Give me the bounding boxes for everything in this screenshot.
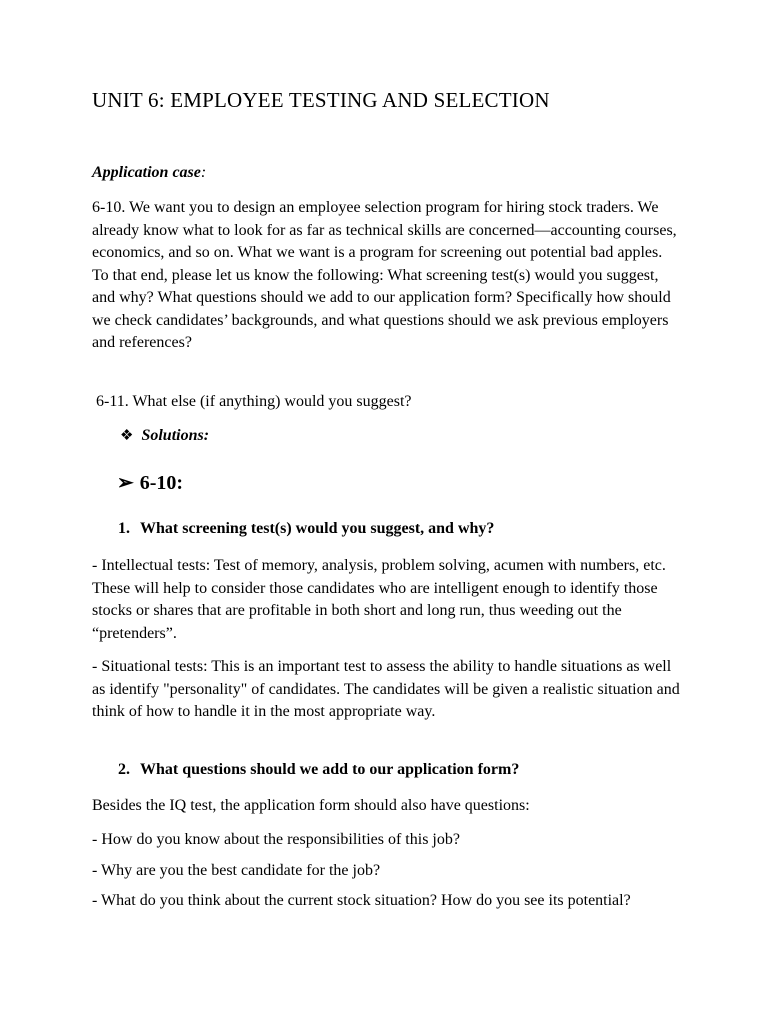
arrow-bullet-icon: ➢: [117, 472, 134, 494]
situational-tests-paragraph: - Situational tests: This is an important test to assess the ability to handle situations as well as identify "personality" of candidates. The candidates will be given a realistic situation and think of how to handle it in the most appropriate way.: [92, 658, 680, 720]
list-item: - What do you think about the current stock situation? How do you see its potential?: [92, 892, 631, 909]
list-item: - Why are you the best candidate for the job?: [92, 861, 381, 879]
question-heading-1: [118, 520, 494, 538]
question-number: 2.: [118, 761, 130, 778]
form-questions-list: [92, 829, 682, 921]
question-number: 1.: [118, 520, 130, 537]
application-case-label: Application case: [92, 164, 201, 181]
list-item: - How do you know about the responsibilities of this job?: [92, 831, 460, 848]
question-6-10-paragraph: 6-10. We want you to design an employee selection program for hiring stock traders. We already know what to look for as far as technical skills are concerned—accounting courses, economics, and so on. What we want is a program for screening out potential bad apples. To that end, please let us know the following: What screening test(s) would you suggest, and why? What questions should we add to our application form? Specifically how should we check candidates’ backgrounds, and what questions should we ask previous employers and references?: [92, 199, 677, 351]
application-case-colon: :: [200, 164, 207, 181]
solutions-label: Solutions:: [141, 427, 210, 444]
application-case-heading: [92, 164, 206, 182]
question-heading-2: [118, 761, 519, 779]
question-text: What screening test(s) would you suggest, and why?: [140, 520, 495, 537]
question-text: What questions should we add to our application form?: [140, 761, 520, 778]
solutions-heading: [120, 426, 209, 445]
intellectual-tests-paragraph: - Intellectual tests: Test of memory, analysis, problem solving, acumen with numbers, etc. These will help to consider those candidates who are intelligent enough to identify those stocks or shares that are profitable in both short and long run, thus weeding out the “pretenders”.: [92, 557, 666, 642]
question-6-11-paragraph: 6-11. What else (if anything) would you suggest?: [96, 393, 412, 410]
besides-iq-paragraph: Besides the IQ test, the application form should also have questions:: [92, 797, 530, 814]
diamond-bullet-icon: ❖: [120, 428, 134, 444]
page-title: UNIT 6: EMPLOYEE TESTING AND SELECTION: [92, 88, 550, 112]
section-6-10-label: 6-10:: [139, 472, 184, 494]
section-6-10-heading: [117, 470, 183, 495]
